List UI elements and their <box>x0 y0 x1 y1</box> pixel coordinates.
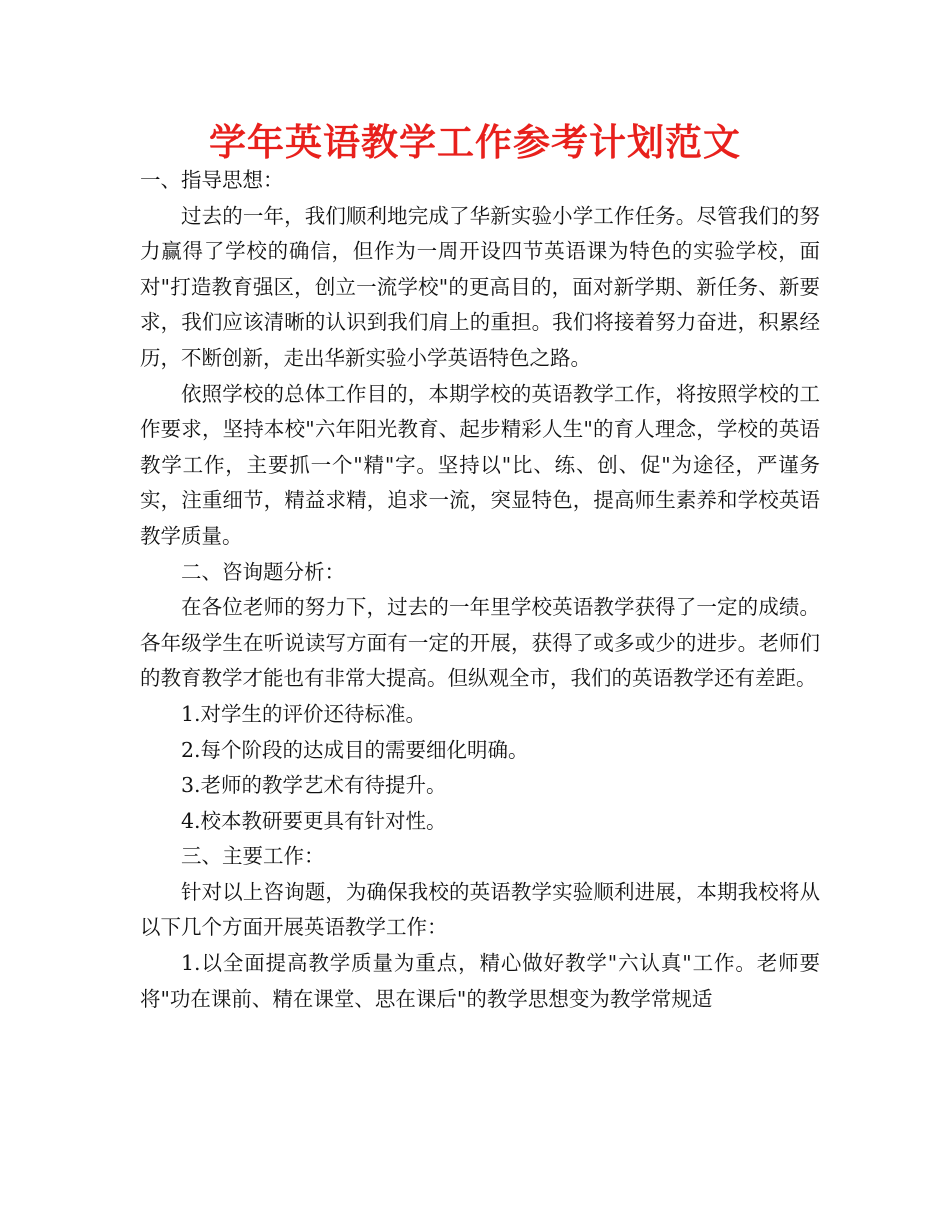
document-title: 学年英语教学工作参考计划范文 <box>209 121 741 164</box>
section-heading-main-work: 三、主要工作： <box>181 844 325 869</box>
section-heading-problem-analysis: 二、咨询题分析： <box>181 559 345 584</box>
list-item-3: 3.老师的教学艺术有待提升。 <box>181 773 447 798</box>
list-item-2: 2.每个阶段的达成目的需要细化明确。 <box>181 737 529 762</box>
section-heading-guiding-ideology: 一、指导思想： <box>140 168 284 192</box>
paragraph-achievements: 在各位老师的努力下，过去的一年里学校英语教学获得了一定的成绩。各年级学生在听说读写方面有一定的开展，获得了或多或少的进步。老师们的教育教学才能也有非常大提高。但纵观全市，我们的英语教学还有差距。 <box>140 595 820 691</box>
paragraph-work-item-1: 1.以全面提高教学质量为重点，精心做好教学"六认真"工作。老师要将"功在课前、精在课堂、思在课后"的教学思想变为教学常规适 <box>140 951 820 1011</box>
document-body <box>140 163 820 1017</box>
list-item-1: 1.对学生的评价还待标准。 <box>181 701 427 726</box>
list-item-4: 4.校本教研要更具有针对性。 <box>181 808 447 833</box>
paragraph-review: 过去的一年，我们顺利地完成了华新实验小学工作任务。尽管我们的努力赢得了学校的确信，但作为一周开设四节英语课为特色的实验学校，面对"打造教育强区，创立一流学校"的更高目的，面对新学期、新任务、新要求，我们应该清晰的认识到我们肩上的重担。我们将接着努力奋进，积累经历，不断创新，走出华新实验小学英语特色之路。 <box>140 203 820 370</box>
paragraph-work-intro: 针对以上咨询题，为确保我校的英语教学实验顺利进展，本期我校将从以下几个方面开展英语教学工作： <box>140 879 820 940</box>
paragraph-goals: 依照学校的总体工作目的，本期学校的英语教学工作，将按照学校的工作要求，坚持本校"六年阳光教育、起步精彩人生"的育人理念，学校的英语教学工作，主要抓一个"精"字。坚持以"比、练、创、促"为途径，严谨务实，注重细节，精益求精，追求一流，突显特色，提高师生素养和学校英语教学质量。 <box>140 381 820 548</box>
